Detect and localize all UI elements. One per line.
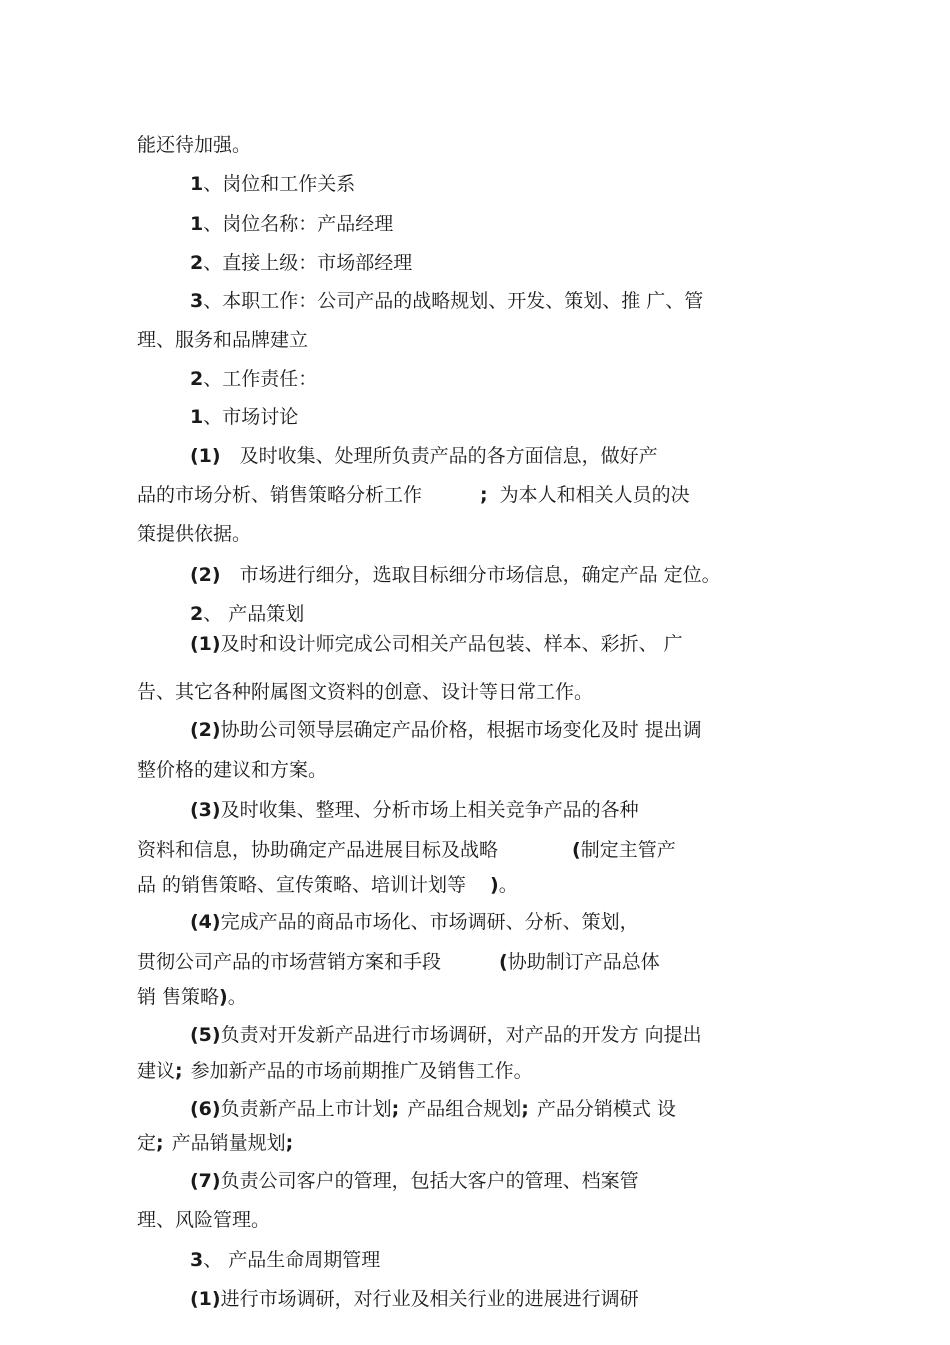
list-item: (3)及时收集、整理、分析市场上相关竞争产品的各种 xyxy=(190,799,639,821)
list-item: (5)负责对开发新产品进行市场调研，对产品的开发方 向提出 xyxy=(190,1024,702,1046)
list-item: (1) 及时收集、处理所负责产品的各方面信息，做好产 xyxy=(190,445,658,467)
list-item: (2)协助公司领导层确定产品价格，根据市场变化及时 提出调 xyxy=(190,719,702,741)
list-item: (1)进行市场调研，对行业及相关行业的进展进行调研 xyxy=(190,1288,639,1310)
text-line: 1、岗位名称：产品经理 xyxy=(190,213,394,235)
text-line: 理、风险管理。 xyxy=(137,1209,271,1231)
text-line: 销 售策略)。 xyxy=(137,986,247,1008)
subsection-heading: 2、 产品策划 xyxy=(190,603,305,625)
text-line: 整价格的建议和方案。 xyxy=(137,759,328,781)
text-line: 贯彻公司产品的市场营销方案和手段 (协助制订产品总体 xyxy=(137,951,660,973)
text-line: 建议; 参加新产品的市场前期推广及销售工作。 xyxy=(137,1060,533,1082)
text-line: 2、直接上级：市场部经理 xyxy=(190,252,413,274)
list-item: (2) 市场进行细分，选取目标细分市场信息，确定产品 定位。 xyxy=(190,564,721,586)
list-item: (1)及时和设计师完成公司相关产品包装、样本、彩折、 广 xyxy=(190,633,683,655)
list-item: (6)负责新产品上市计划; 产品组合规划; 产品分销模式 设 xyxy=(190,1098,676,1120)
subsection-heading: 1、市场讨论 xyxy=(190,406,299,428)
text-line: 理、服务和品牌建立 xyxy=(137,329,309,351)
subsection-heading: 3、 产品生命周期管理 xyxy=(190,1249,381,1271)
section-heading: 1、岗位和工作关系 xyxy=(190,173,356,195)
text-line: 3、本职工作：公司产品的战略规划、开发、策划、推 广、管 xyxy=(190,290,704,312)
text-line: 定; 产品销量规划; xyxy=(137,1132,294,1154)
list-item: (4)完成产品的商品市场化、市场调研、分析、策划， xyxy=(190,911,639,933)
text-line: 能还待加强。 xyxy=(137,134,252,156)
text-line: 策提供依据。 xyxy=(137,523,252,545)
text-line: 资料和信息，协助确定产品进展目标及战略 (制定主管产 xyxy=(137,839,676,861)
list-item: (7)负责公司客户的管理，包括大客户的管理、档案管 xyxy=(190,1170,639,1192)
text-line: 品的市场分析、销售策略分析工作 ; 为本人和相关人员的决 xyxy=(137,484,690,506)
text-line: 品 的销售策略、宣传策略、培训计划等 )。 xyxy=(137,874,518,896)
text-line: 告、其它各种附属图文资料的创意、设计等日常工作。 xyxy=(137,681,594,703)
section-heading: 2、工作责任： xyxy=(190,368,318,390)
